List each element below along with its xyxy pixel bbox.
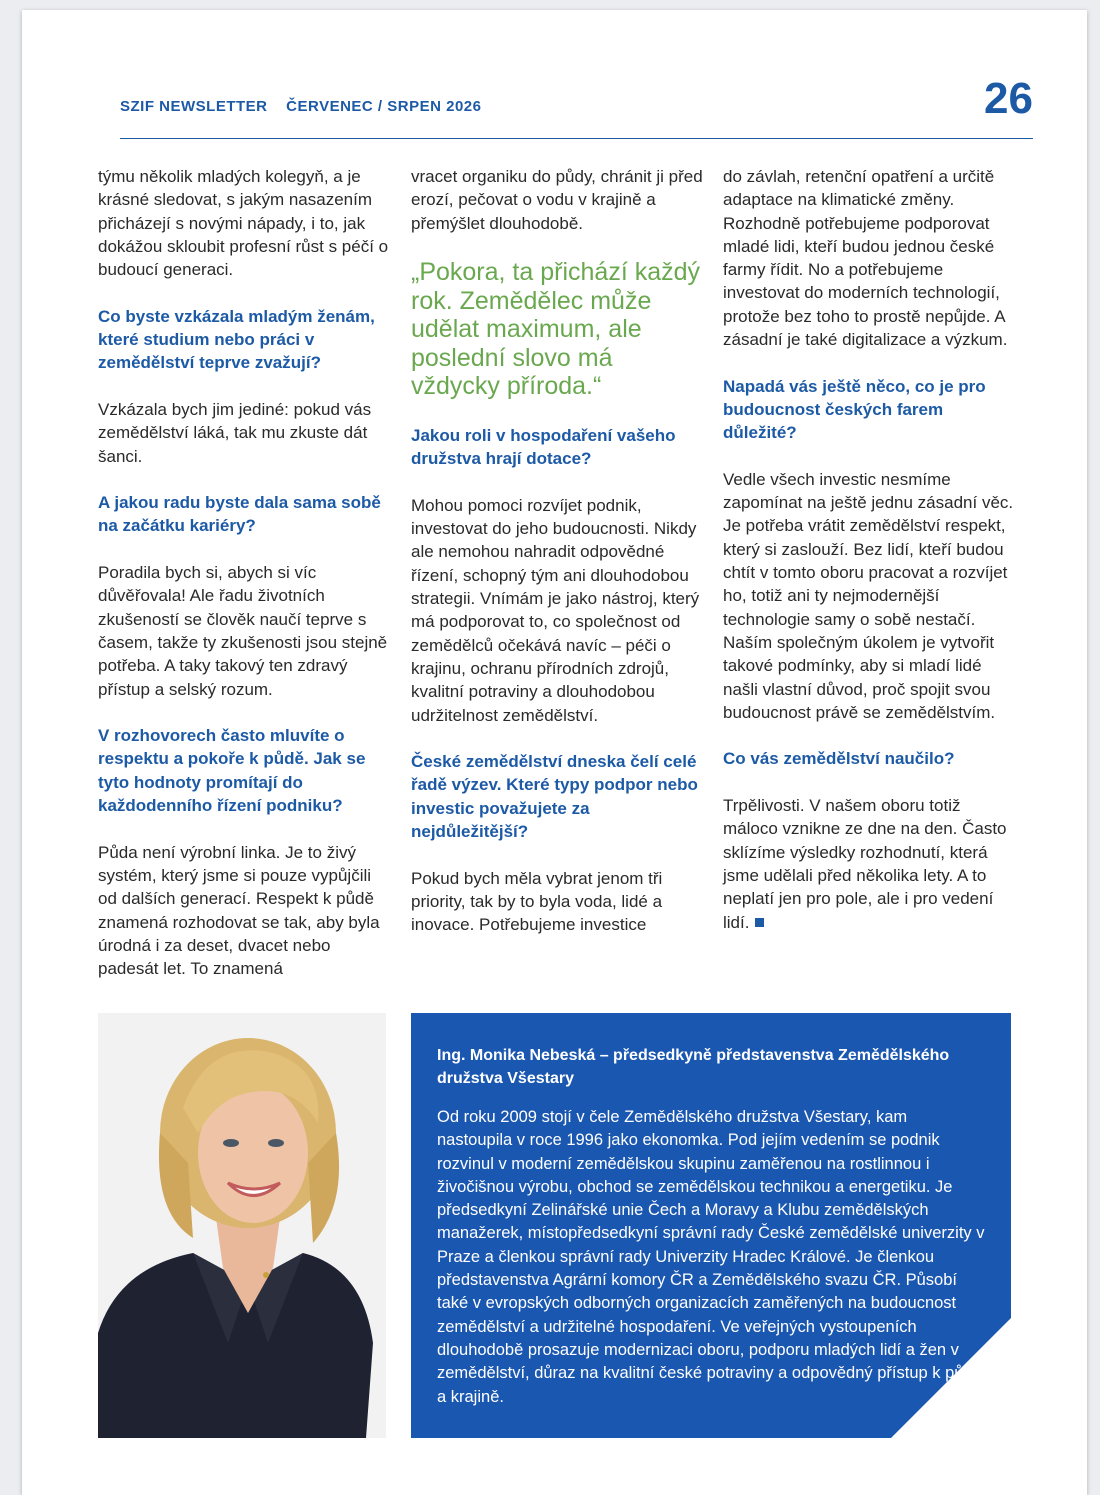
interview-question: Co vás zemědělství naučilo? [723,749,955,769]
pull-quote: „Pokora, ta přichází každý rok. Zemědělec může udělat maximum, ale poslední slovo má vždycky příroda.“ [411,258,701,401]
text-column-2 [411,165,703,937]
text-column-1 [98,165,390,980]
bio-content [437,1044,985,1409]
square-end-mark-icon [755,918,764,927]
paragraph: Vedle všech investic nesmíme zapomínat na ještě jednu zásadní věc. Je potřeba vrátit zemědělství respekt, který si zaslouží. Bez lidí, kteří budou chtít v tomto oboru pracovat a rozvíjet ho, totiž ani ty nejmodernější technologie samy o sobě nestačí. Naším společným úkolem je vytvořit takové podmínky, aby si mladí lidé našli vlastní důvod, proč spojit svou budoucnost právě se zemědělstvím. [723,469,1014,722]
issue-date: ČERVENEC / SRPEN 2026 [286,98,482,115]
portrait-illustration [98,1013,386,1438]
closing-paragraph [723,794,1018,934]
interview-question: V rozhovorech často mluvíte o respektu a pokoře k půdě. Jak se tyto hodnoty promítají do každodenního řízení podniku? [98,726,366,816]
interview-question: Napadá vás ještě něco, co je pro budoucnost českých farem důležité? [723,376,986,443]
paragraph-text: Trpělivosti. V našem oboru totiž máloco vznikne ze dne na den. Často sklízíme výsledky rozhodnutí, která jsme udělali před několika lety. A to neplatí jen pro pole, ale i pro vedení lidí. [723,796,1007,932]
bio-name: Ing. Monika Nebeská – předsedkyně představenstva Zemědělského družstva Všestary [437,1047,950,1087]
interview-question: Jakou roli v hospodaření vašeho družstva hrají dotace? [411,425,676,469]
header-left [120,98,495,115]
paragraph: Pokud bych měla vybrat jenom tři priority, tak by to byla voda, lidé a inovace. Potřebujeme investice [411,868,663,935]
newsletter-title: SZIF NEWSLETTER [120,98,268,115]
page-number: 26 [984,74,1033,123]
paragraph: vracet organiku do půdy, chránit ji před erozí, pečovat o vodu v krajině a přemýšlet dlouhodobě. [411,167,703,233]
text-column-3 [723,165,1018,934]
portrait-photo [98,1013,386,1438]
paragraph: Poradila bych si, abych si víc důvěřovala! Ale řadu životních zkušeností se člověk naučí teprve s časem, takže ty zkušenosti jsou stejně potřeba. A taky takový ten zdravý přístup a selský rozum. [98,563,388,699]
paragraph: Vzkázala bych jim jediné: pokud vás zemědělství láká, tak mu zkuste dát šanci. [98,399,372,466]
paragraph: Mohou pomoci rozvíjet podnik, investovat do jeho budoucnosti. Nikdy ale nemohou nahradit odpovědné řízení, schopný tým ani dlouhodobou strategii. Vnímám je jako nástroj, který má podporovat to, co společnost od zemědělců očekává navíc – péči o krajinu, ochranu přírodních zdrojů, kvalitní potraviny a dlouhodobou udržitelnost zemědělství. [411,495,700,725]
paragraph: týmu několik mladých kolegyň, a je krásné sledovat, s jakým nasazením přicházejí s novými nápady, i to, jak dokážou skloubit profesní růst s péčí o budoucí generaci. [98,167,389,280]
interview-question: A jakou radu byste dala sama sobě na začátku kariéry? [98,493,381,536]
interview-question: Co byste vzkázala mladým ženám, které studium nebo práci v zemědělství teprve zvažují? [98,306,375,373]
paragraph: do závlah, retenční opatření a určitě adaptace na klimatické změny. Rozhodně potřebujeme podporovat mladé lidi, kteří budou jednou české farmy řídit. No a potřebujeme investovat do moderních technologií, protože bez toho to prostě nepůjde. A zásadní je také digitalizace a výzkum. [723,167,1008,350]
page-header [120,70,1033,139]
bio-text: Od roku 2009 stojí v čele Zemědělského družstva Všestary, kam nastoupila v roce 1996 jako ekonomka. Pod jejím vedením se podnik rozvinul v moderní zemědělskou skupinu zaměřenou na rostlinnou i živočišnou výrobu, obchod se zemědělskou technikou a energetiku. Je předsedkyní Zelinářské unie Čech a Moravy a Klubu zemědělských manažerek, místopředsedkyní správní rady České zemědělské univerzity v Praze a členkou správní rady Univerzity Hradec Králové. Je členkou představenstva Agrární komory ČR a Zemědělského svazu ČR. Působí také v evropských odborných organizacích zaměřených na budoucnost zemědělství a udržitelné hospodaření. Ve veřejných vystoupeních dlouhodobě prosazuje modernizaci oboru, podporu mladých lidí a žen v zemědělství, důraz na kvalitní české potraviny a odpovědný přístup k půdě a krajině. [437,1108,985,1406]
interview-question: České zemědělství dneska čelí celé řadě výzev. Které typy podpor nebo investic považujete za nejdůležitější? [411,752,698,842]
author-bio-box [411,1013,1011,1438]
paragraph: Půda není výrobní linka. Je to živý systém, který jsme si pouze vypůjčili od dalších generací. Respekt k půdě znamená rozhodovat se tak, aby byla úrodná i za deset, dvacet nebo padesát let. To znamená [98,842,380,979]
